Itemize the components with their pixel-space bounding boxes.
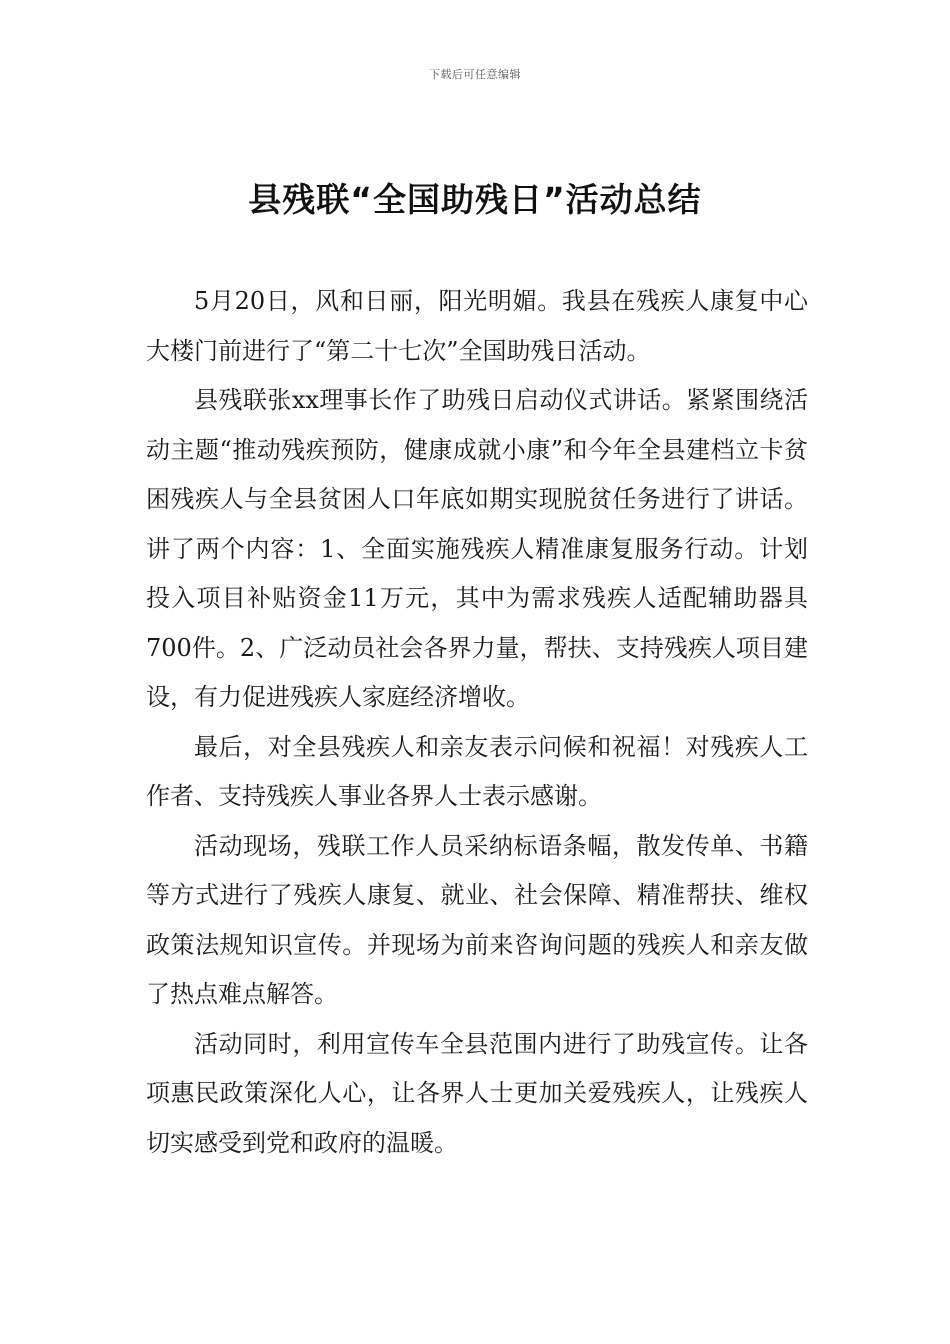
paragraph-5: 活动同时，利用宣传车全县范围内进行了助残宣传。让各项惠民政策深化人心，让各界人士更加关爱残疾人，让残疾人切实感受到党和政府的温暖。 [146,1029,808,1157]
paragraph-3: 最后，对全县残疾人和亲友表示问候和祝福！对残疾人工作者、支持残疾人事业各界人士表示感谢。 [146,732,808,810]
paragraph-2: 县残联张xx理事长作了助残日启动仪式讲话。紧紧围绕活动主题“推动残疾预防，健康成就小康”和今年全县建档立卡贫困残疾人与全县贫困人口年底如期实现脱贫任务进行了讲话。讲了两个内容：1、全面实施残疾人精准康复服务行动。计划投入项目补贴资金11万元，其中为需求残疾人适配辅助器具700件。2、广泛动员社会各界力量，帮扶、支持残疾人项目建设，有力促进残疾人家庭经济增收。 [146,386,808,711]
document-title: 县残联“全国助残日”活动总结 [248,180,702,219]
document-body [146,277,808,1168]
paragraph-4: 活动现场，残联工作人员采纳标语条幅，散发传单、书籍等方式进行了残疾人康复、就业、社会保障、精准帮扶、维权政策法规知识宣传。并现场为前来咨询问题的残疾人和亲友做了热点难点解答。 [146,831,808,1008]
header-note: 下载后可任意编辑 [429,68,521,81]
paragraph-1: 5月20日，风和日丽，阳光明媚。我县在残疾人康复中心大楼门前进行了“第二十七次”全国助残日活动。 [146,287,808,365]
